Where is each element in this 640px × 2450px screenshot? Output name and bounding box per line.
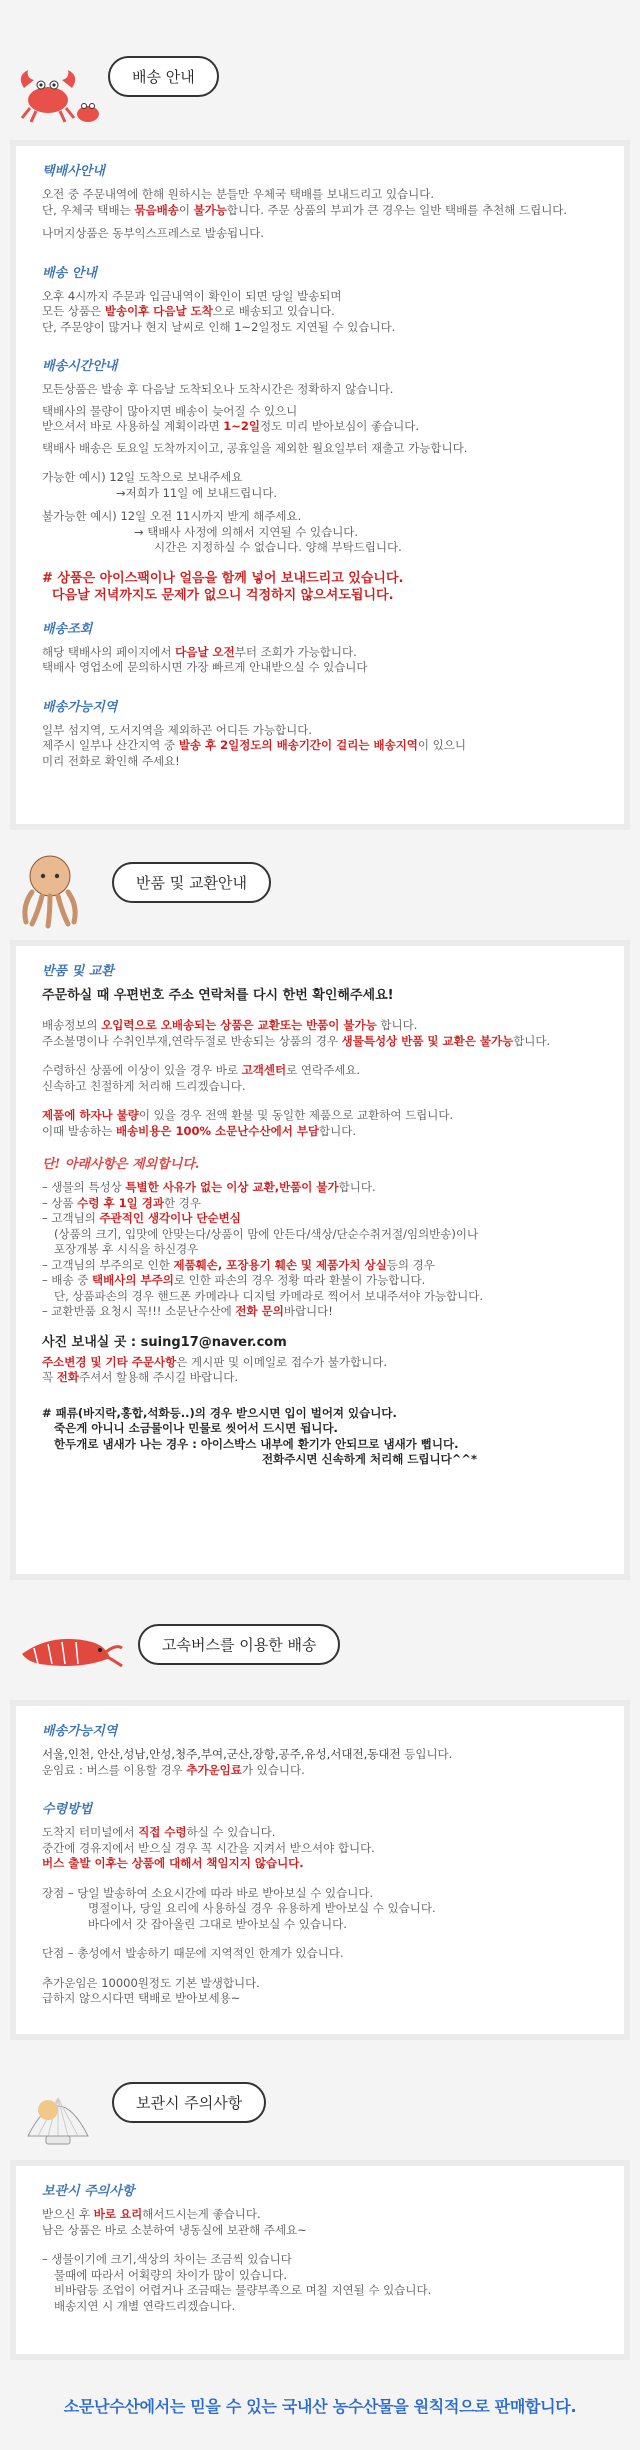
text-line: 비바람등 조업이 어렵거나 조금때는 물량부족으로 며칠 지연될 수 있습니다. — [54, 2283, 432, 2297]
bus-bubble: 고속버스를 이용한 배송 — [138, 1624, 340, 1665]
text-line: # 패류(바지락,홍합,석화등..)의 경우 받으시면 입이 벌어져 있습니다. — [42, 1405, 397, 1420]
delivery-bubble: 배송 안내 — [108, 56, 219, 97]
text-line: 중간에 경유지에서 받으실 경우 꼭 시간을 지켜서 받으셔야 합니다. — [42, 1840, 375, 1855]
text-line: – 상품 수령 후 1일 경과한 경우 — [42, 1195, 201, 1210]
text-line: 수령하신 상품에 이상이 있을 경우 바로 고객센터로 연락주세요. — [42, 1063, 361, 1077]
returns-header — [0, 830, 640, 940]
returns-box — [10, 940, 630, 1580]
delivery-header — [0, 0, 640, 140]
returns-title: 반품 및 교환 — [42, 964, 114, 979]
text-line: 제주시 일부나 산간지역 중 발송 후 2일정도의 배송기간이 걸리는 배송지역이 있으니 — [42, 738, 467, 752]
text-line: 불가능한 예시) 12일 오전 11시까지 받게 해주세요. — [42, 509, 302, 523]
text-line: 신속하고 친절하게 처리해 드리겠습니다. — [42, 1078, 246, 1093]
text-line: 물때에 따라서 어획량의 차이가 많이 있습니다. — [54, 2267, 288, 2282]
text-line: 버스 출발 이후는 상품에 대해서 책임지지 않습니다. — [42, 1856, 304, 1870]
ice-notice: 다음날 저녁까지도 문제가 없으니 걱정하지 않으셔도됩니다. — [52, 587, 394, 603]
text-line: – 생물의 특성상 특별한 사유가 없는 이상 교환,반품이 불가합니다. — [42, 1180, 376, 1194]
text-line: 한두개로 냄새가 나는 경우 : 아이스박스 내부에 환기가 안되므로 냄새가 뻡니다. — [54, 1436, 459, 1451]
text-line: 택배사 배송은 토요일 도착까지이고, 공휴일을 제외한 월요일부터 재출고 가능합니다. — [42, 440, 468, 455]
text-line: 택배사의 물량이 많아지면 배송이 늦어질 수 있으니 — [42, 403, 298, 418]
care-header — [0, 2040, 640, 2160]
care-bubble: 보관시 주의사항 — [112, 2082, 266, 2123]
text-line: 받으신 후 바로 요리해서드시는게 좋습니다. — [42, 2207, 261, 2221]
text-line: 주소변경 및 기타 주문사항은 게시판 및 이메일로 접수가 불가합니다. — [42, 1354, 388, 1369]
text-line: – 교환반품 요청시 꼭!!! 소문난수산에 전화 문의바랍니다! — [42, 1304, 333, 1318]
text-line: 일부 섬지역, 도서지역을 제외하곤 어디든 가능합니다. — [42, 722, 312, 737]
text-line: – 배송 중 택배사의 부주의로 인한 파손의 경우 정황 따라 환불이 가능합니다. — [42, 1273, 426, 1287]
text-line: 오후 4시까지 주문과 입금내역이 확인이 되면 당일 발송되며 — [42, 288, 342, 303]
text-line: 오전 중 주문내역에 한해 원하시는 분들만 우체국 택배를 보내드리고 있습니다. — [42, 187, 435, 201]
time-title: 배송시간안내 — [42, 359, 118, 374]
shrimp-icon — [14, 1628, 124, 1672]
text-line: 장점 – 당일 발송하여 소요시간에 따라 바로 받아보실 수 있습니다. — [42, 1885, 374, 1900]
text-line: 꼭 전화주셔서 할용해 주시길 바랍니다. — [42, 1370, 239, 1384]
text-line: 미리 전화로 확인해 주세요! — [42, 753, 180, 768]
bus-area-title: 배송가능지역 — [42, 1724, 118, 1739]
ice-notice: # 상품은 아이스팩이나 얼음을 함께 넣어 보내드리고 있습니다. — [42, 570, 404, 586]
bus-box — [10, 1700, 630, 2040]
text-line: 추가운임은 10000원정도 기본 발생합니다. — [42, 1975, 260, 1990]
text-line: 단, 우체국 택배는 묶음배송이 불가능합니다. 주문 상품의 부피가 큰 경우는 일반 택배를 추천해 드립니다. — [42, 202, 568, 217]
text-line: 서울,인천, 안산,성남,안성,청주,부여,군산,장항,공주,유성,서대전,동대전 등입니다. — [42, 1747, 453, 1761]
crab-icon — [14, 58, 106, 128]
text-line: 나머지상품은 동부익스프레스로 발송됩니다. — [42, 226, 265, 240]
text-line: → 택배사 사정에 의해서 지연될 수 있습니다. — [134, 524, 359, 539]
track-title: 배송조회 — [42, 621, 93, 637]
text-line: 남은 상품은 바로 소분하여 냉동실에 보관해 주세요~ — [42, 2222, 307, 2237]
except-title: 단! 아래사항은 제외합니다. — [42, 1157, 200, 1172]
text-line: – 고객님의 부주의로 인한 제품훼손, 포장용기 훼손 및 제품가치 상실등의 경우 — [42, 1257, 435, 1272]
text-line: 바다에서 갓 잡아올린 그대로 받아보실 수 있습니다. — [88, 1916, 347, 1931]
care-box — [10, 2160, 630, 2360]
text-line: 받으셔서 바로 사용하실 계획이라면 1~2일정도 미리 받아보심이 좋습니다. — [42, 419, 420, 433]
text-line: 이때 발송하는 배송비용은 100% 소문난수산에서 부담합니다. — [42, 1123, 357, 1138]
text-line: 해당 택배사의 페이지에서 다음날 오전부터 조회가 가능합니다. — [42, 644, 357, 659]
photo-line: 사진 보내실 곳 : suing17@naver.com — [42, 1334, 287, 1350]
text-line: 모든 상품은 발송이후 다음날 도착으로 배송되고 있습니다. — [42, 304, 335, 318]
text-line: 포장개봉 후 시식을 하신경우 — [54, 1242, 199, 1256]
scallop-icon — [18, 2080, 98, 2152]
text-line: 죽은게 아니니 소금물이나 민물로 씻어서 드시면 됩니다. — [54, 1421, 338, 1435]
text-line: →저희가 11일 에 보내드립니다. — [116, 485, 278, 500]
text-line: 택배사 영업소에 문의하시면 가장 빠르게 안내받으실 수 있습니다 — [42, 660, 368, 674]
bus-header — [0, 1580, 640, 1700]
text-line: 가능한 예시) 12일 도착으로 보내주세요 — [42, 470, 243, 484]
care-title: 보관시 주의사항 — [42, 2184, 135, 2199]
returns-bubble: 반품 및 교환안내 — [112, 862, 271, 903]
area-title: 배송가능지역 — [42, 699, 118, 715]
text-line: 단점 – 총성에서 발송하기 때문에 지역적인 한계가 있습니다. — [42, 1946, 344, 1960]
text-line: 시간은 지정하실 수 없습니다. 양해 부탁드립니다. — [154, 540, 402, 554]
text-line: 운임료 : 버스를 이용할 경우 추가운임료가 있습니다. — [42, 1762, 305, 1777]
text-line: 제품에 하자나 불량이 있을 경우 전액 환불 및 동일한 제품으로 교환하여 드립니다. — [42, 1108, 454, 1122]
text-line: 주소불명이나 수취인부재,연락두절로 반송되는 상품의 경우 생물특성상 반품 및 교환은 불가능합니다. — [42, 1033, 551, 1048]
footer-notice: 소문난수산에서는 믿을 수 있는 국내산 농수산물을 원칙적으로 판매합니다. — [63, 2397, 577, 2416]
text-line: 모든상품은 발송 후 다음날 도착되오나 도착시간은 정확하지 않습니다. — [42, 382, 394, 396]
text-line: – 생물이기에 크기,색상의 차이는 조금씩 있습니다 — [42, 2252, 292, 2266]
text-line: 단, 상품파손의 경우 핸드폰 카메라나 디지털 카메라로 찍어서 보내주셔야 가능합니다. — [54, 1288, 484, 1303]
text-line: (상품의 크기, 입맛에 안맞는다/상품이 맘에 안든다/색상/단순수취거절/임의반송)이나 — [54, 1226, 479, 1241]
text-line: 전화주시면 신속하게 처리해 드립니다^^* — [262, 1452, 478, 1466]
photo-email[interactable]: suing17@naver.com — [140, 1334, 287, 1350]
text-line: 명절이나, 당일 요리에 사용하실 경우 유용하게 받아보실 수 있습니다. — [88, 1901, 436, 1915]
text-line: 단, 주문양이 많거나 현지 날씨로 인해 1~2일정도 지연될 수 있습니다. — [42, 319, 396, 334]
returns-lead: 주문하실 때 우편번호 주소 연락처를 다시 한번 확인해주세요! — [42, 988, 394, 1003]
bus-recv-title: 수령방법 — [42, 1802, 93, 1817]
text-line: 급하지 않으시다면 택배로 받아보세용~ — [42, 1991, 241, 2005]
text-line: 배송정보의 오입력으로 오배송되는 상품은 교환또는 반품이 불가능 합니다. — [42, 1018, 418, 1032]
text-line: 배송지연 시 개별 연락드리겠습니다. — [54, 2298, 236, 2313]
text-line: 도착지 터미널에서 직접 수령하실 수 있습니다. — [42, 1825, 276, 1839]
guide-title: 배송 안내 — [42, 265, 97, 281]
octopus-icon — [14, 850, 86, 930]
delivery-box — [10, 140, 630, 830]
courier-title: 택배사안내 — [42, 164, 105, 179]
text-line: – 고객님의 주관적인 생각이나 단순변심 — [42, 1211, 241, 1225]
